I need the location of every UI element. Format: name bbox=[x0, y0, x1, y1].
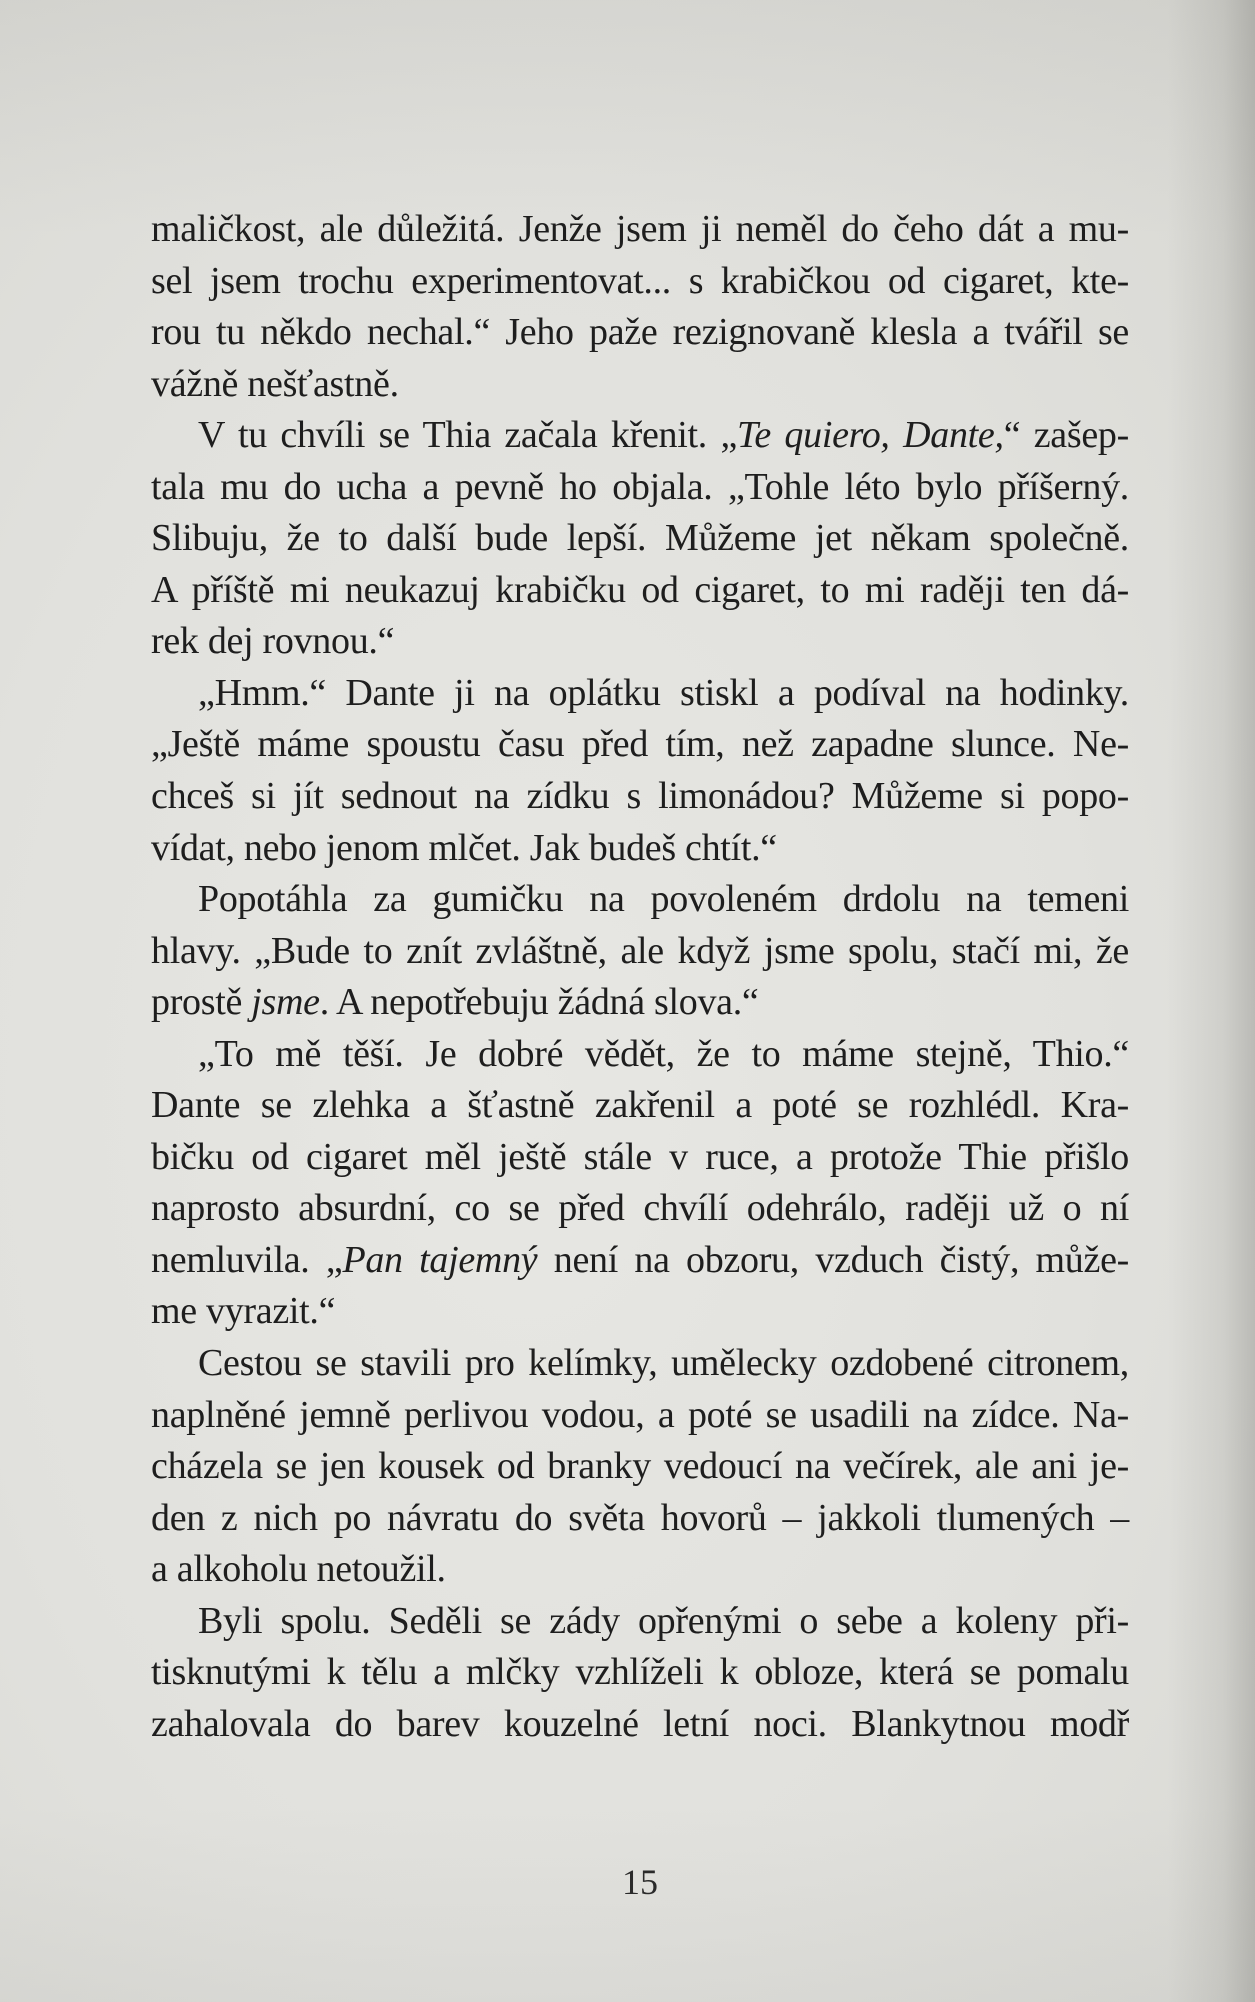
text-run: Byli spolu. Seděli se zády opřenými o sebe a koleny při- bbox=[198, 1599, 1129, 1642]
text-run: bičku od cigaret měl ještě stále v ruce, a protože Thie přišlo bbox=[151, 1135, 1129, 1178]
text-line bbox=[151, 668, 1129, 720]
text-run: Dante se zlehka a šťastně zakřenil a poté se rozhlédl. Kra- bbox=[151, 1084, 1129, 1127]
text-line bbox=[151, 1029, 1129, 1081]
emphasized-text: Te quiero, Dante, bbox=[737, 414, 1004, 457]
text-run: A příště mi neukazuj krabičku od cigaret, to mi raději ten dá- bbox=[151, 568, 1129, 611]
text-run: chceš si jít sednout na zídku s limonádou? Můžeme si popo- bbox=[151, 775, 1129, 818]
text-line bbox=[151, 1235, 1129, 1287]
paragraph bbox=[151, 410, 1129, 668]
text-line bbox=[151, 1390, 1129, 1442]
text-run: není na obzoru, vzduch čistý, může- bbox=[537, 1238, 1129, 1281]
text-run: nemluvila. „ bbox=[151, 1238, 343, 1281]
text-run: prostě bbox=[151, 981, 252, 1024]
text-line bbox=[151, 719, 1129, 771]
text-run: zahalovala do barev kouzelné letní noci. Blankytnou modř bbox=[151, 1702, 1129, 1745]
text-run: a alkoholu netoužil. bbox=[151, 1548, 446, 1591]
text-line bbox=[151, 1596, 1129, 1648]
text-line bbox=[151, 1493, 1129, 1545]
text-run: vídat, nebo jenom mlčet. Jak budeš chtít.“ bbox=[151, 826, 777, 869]
text-line bbox=[151, 513, 1129, 565]
text-run: naprosto absurdní, co se před chvílí odehrálo, raději už o ní bbox=[151, 1187, 1129, 1230]
emphasized-text: jsme bbox=[251, 981, 320, 1024]
text-run: Slibuju, že to další bude lepší. Můžeme jet někam společně. bbox=[151, 517, 1129, 560]
text-line bbox=[151, 462, 1129, 514]
text-line bbox=[151, 307, 1129, 359]
body-text bbox=[151, 204, 1129, 1750]
text-line bbox=[151, 565, 1129, 617]
text-run: sel jsem trochu experimentovat... s krabičkou od cigaret, kte- bbox=[151, 259, 1129, 302]
text-line bbox=[151, 1080, 1129, 1132]
text-line bbox=[151, 1441, 1129, 1493]
text-run: „To mě těší. Je dobré vědět, že to máme stejně, Thio.“ bbox=[198, 1032, 1129, 1075]
paragraph bbox=[151, 1596, 1129, 1751]
text-run: „Hmm.“ Dante ji na oplátku stiskl a podíval na hodinky. bbox=[198, 671, 1129, 714]
text-line bbox=[151, 1544, 1129, 1596]
text-run: “ zašep- bbox=[1003, 414, 1129, 457]
text-run: den z nich po návratu do světa hovorů – jakkoli tlumených – bbox=[151, 1496, 1129, 1539]
paragraph bbox=[151, 1338, 1129, 1596]
text-run: maličkost, ale důležitá. Jenže jsem ji neměl do čeho dát a mu- bbox=[151, 208, 1129, 250]
text-run: rou tu někdo nechal.“ Jeho paže rezignovaně klesla a tvářil se bbox=[151, 311, 1129, 354]
text-run: vážně nešťastně. bbox=[151, 362, 399, 405]
text-run: cházela se jen kousek od branky vedoucí na večírek, ale ani je- bbox=[151, 1445, 1129, 1488]
text-line bbox=[151, 359, 1129, 411]
text-line bbox=[151, 204, 1129, 256]
text-run: „Ještě máme spoustu času před tím, než zapadne slunce. Ne- bbox=[151, 723, 1129, 766]
paragraph bbox=[151, 668, 1129, 874]
text-line bbox=[151, 771, 1129, 823]
text-run: . A nepotřebuju žádná slova.“ bbox=[319, 981, 759, 1024]
text-line bbox=[151, 874, 1129, 926]
text-line bbox=[151, 410, 1129, 462]
text-line bbox=[151, 926, 1129, 978]
text-line bbox=[151, 1183, 1129, 1235]
text-line bbox=[151, 616, 1129, 668]
text-line bbox=[151, 1647, 1129, 1699]
paragraph bbox=[151, 874, 1129, 1029]
text-line bbox=[151, 823, 1129, 875]
text-run: V tu chvíli se Thia začala křenit. „ bbox=[198, 414, 738, 457]
text-line bbox=[151, 1699, 1129, 1751]
text-line bbox=[151, 977, 1129, 1029]
page-number: 15 bbox=[622, 1862, 658, 1902]
text-run: naplněné jemně perlivou vodou, a poté se usadili na zídce. Na- bbox=[151, 1393, 1129, 1436]
text-line bbox=[151, 1286, 1129, 1338]
paragraph bbox=[151, 1029, 1129, 1338]
text-line bbox=[151, 1338, 1129, 1390]
text-line bbox=[151, 1132, 1129, 1184]
text-run: me vyrazit.“ bbox=[151, 1290, 336, 1333]
emphasized-text: Pan tajemný bbox=[342, 1238, 538, 1281]
text-run: Cestou se stavili pro kelímky, umělecky ozdobené citronem, bbox=[198, 1342, 1129, 1385]
text-line bbox=[151, 256, 1129, 308]
text-run: Popotáhla za gumičku na povoleném drdolu na temeni bbox=[198, 878, 1129, 921]
text-run: hlavy. „Bude to znít zvláštně, ale když jsme spolu, stačí mi, že bbox=[151, 929, 1129, 972]
text-run: tala mu do ucha a pevně ho objala. „Tohle léto bylo příšerný. bbox=[151, 465, 1129, 508]
paragraph bbox=[151, 204, 1129, 410]
text-run: tisknutými k tělu a mlčky vzhlíželi k obloze, která se pomalu bbox=[151, 1651, 1129, 1694]
text-run: rek dej rovnou.“ bbox=[151, 620, 395, 663]
